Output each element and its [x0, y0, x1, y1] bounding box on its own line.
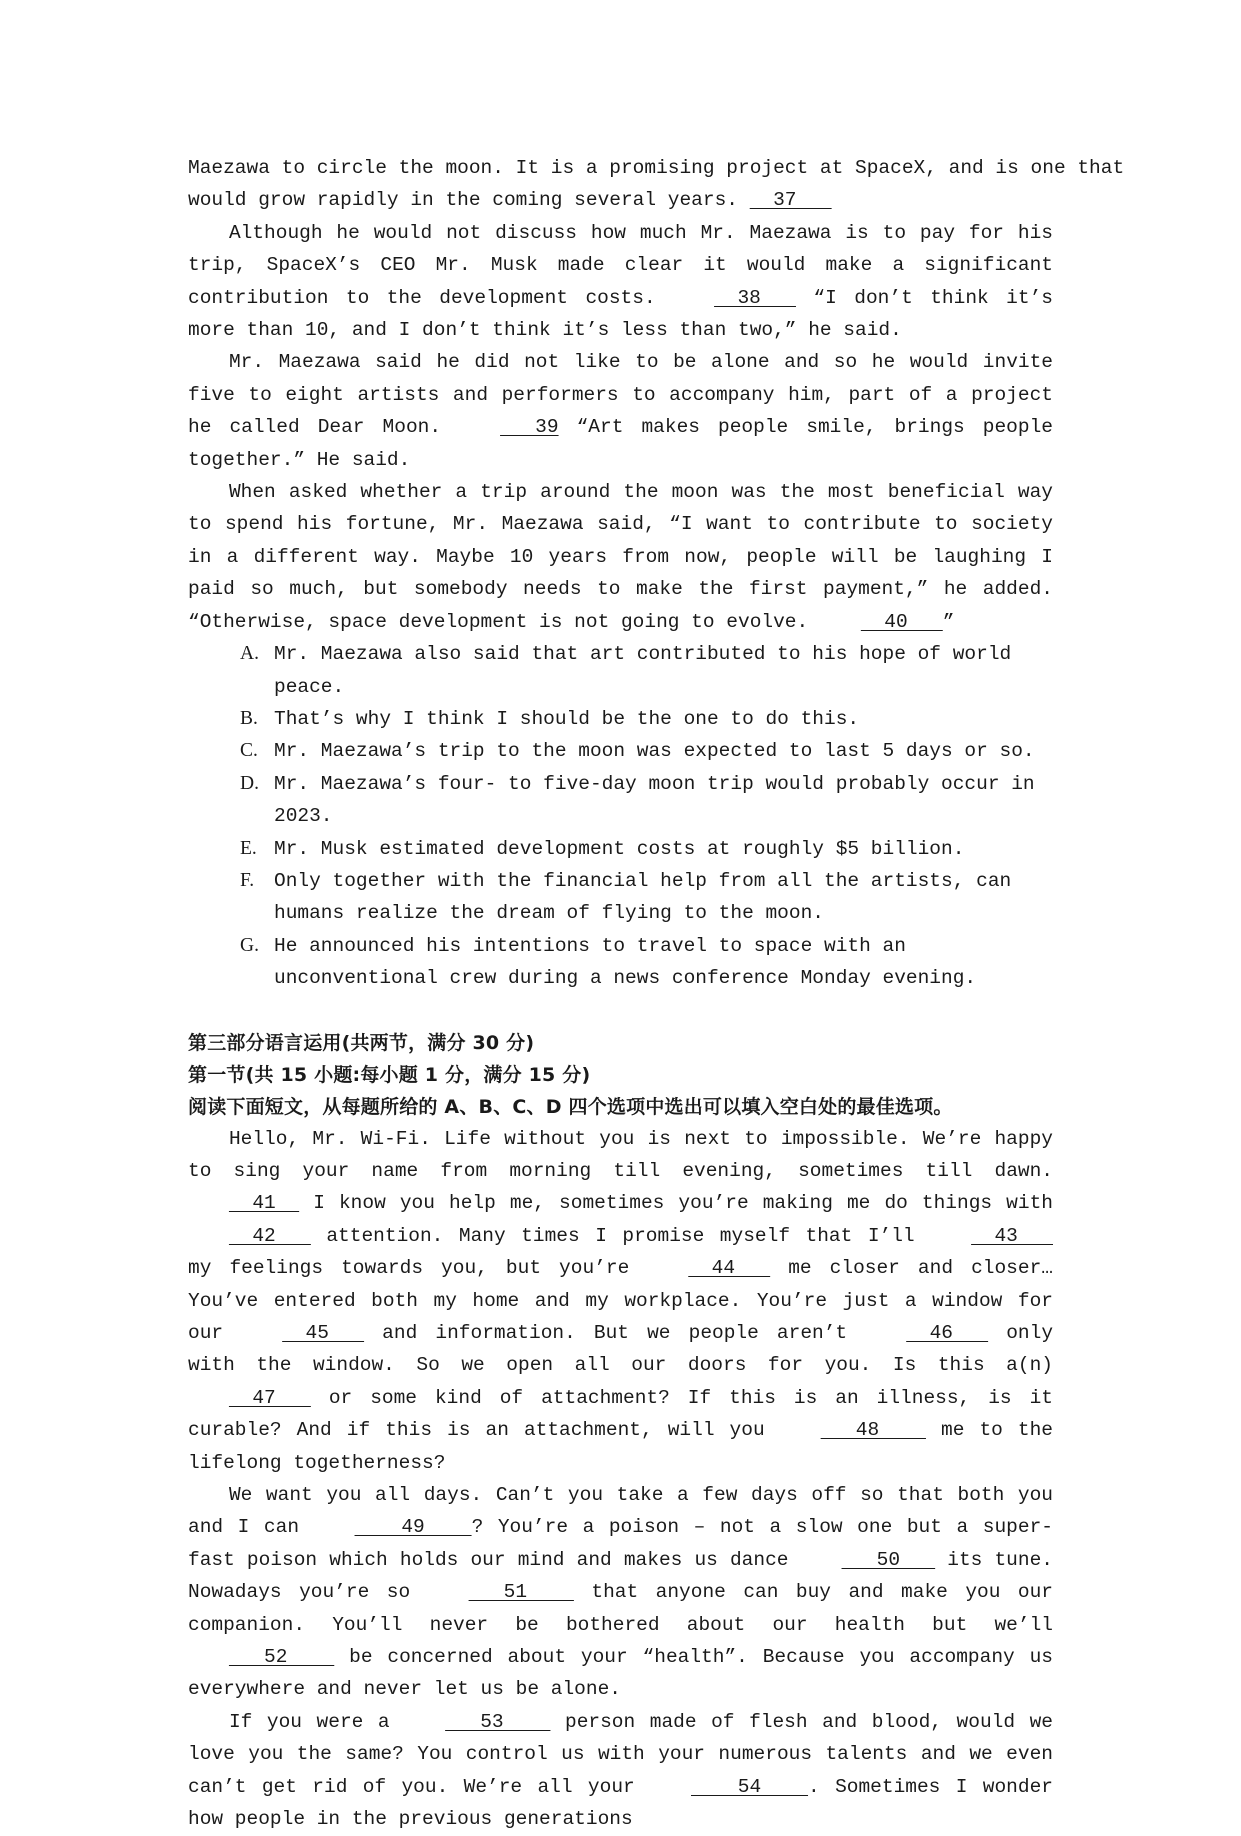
blank-49: 49 [354, 1516, 472, 1539]
paragraph-text: attention. Many times I promise myself that I’ll [310, 1224, 931, 1247]
section-spacer [188, 995, 1053, 1027]
passage1-paragraph-2 [188, 217, 1053, 347]
option-text: He announced his intentions to travel to space with an unconventional crew during a news conference Monday evening. [274, 934, 977, 990]
part-three-title: 第三部分语言运用(共两节，满分 30 分) [188, 1031, 535, 1054]
paragraph-text: If you were a [228, 1710, 405, 1733]
passage2-paragraph-3 [188, 1706, 1053, 1836]
blank-48: 48 [820, 1419, 926, 1442]
blank-38: 38 [714, 286, 796, 309]
paragraph-text: . Sometimes I wonder how people in the previous generations [188, 1775, 1053, 1831]
subsection-title: 第一节(共 15 小题:每小题 1 分，满分 15 分) [188, 1063, 591, 1086]
option-text: Mr. Maezawa’s four- to five-day moon trip would probably occur in 2023. [274, 772, 1035, 828]
option-letter: A. [240, 643, 259, 665]
paragraph-text: or some kind of attachment? If this is an illness, is it curable? And if this is an attachment, will you [188, 1386, 1053, 1442]
blank-40: 40 [860, 610, 943, 633]
paragraph-text: We want you all days. Can’t you take a few days off so that both you and I can [188, 1484, 1053, 1539]
option-e [240, 833, 1053, 865]
passage2-paragraph-2 [188, 1479, 1053, 1706]
paragraph-text: me to the lifelong togetherness? [188, 1419, 1053, 1474]
paragraph-text: ” [942, 610, 955, 633]
blank-41: 41 [228, 1192, 300, 1215]
paragraph-text: I know you help me, sometimes you’re making me do things with [299, 1192, 1053, 1215]
text-line: would grow rapidly in the coming several years. [188, 189, 750, 212]
paragraph-text: Mr. Maezawa said he did not like to be alone and so he would invite five to eight artists and performers to accompany him, part of a project he called Dear Moon. [188, 351, 1053, 439]
paragraph-text: Although he would not discuss how much Mr. Maezawa is to pay for his trip, SpaceX’s CEO Mr. Musk made clear it would make a significant contribution to the development costs. [188, 221, 1053, 309]
blank-51: 51 [468, 1581, 574, 1604]
paragraph-text: that anyone can buy and make you our companion. You’ll never be bothered about our health but we’ll [188, 1581, 1053, 1636]
paragraph-text: When asked whether a trip around the moon was the most beneficial way to spend his fortune, Mr. Maezawa said, “I want to contribute to society in a different way. Maybe 10 years from now, people will be laughing I paid so much, but somebody needs to make the first payment,” he added. “Otherwise, space development is not going to evolve. [188, 481, 1053, 633]
option-d [240, 768, 1053, 833]
option-text: Mr. Maezawa also said that art contributed to his hope of world peace. [274, 643, 1012, 698]
option-b [240, 703, 1053, 735]
option-letter: B. [240, 707, 258, 729]
option-letter: F. [240, 869, 255, 891]
blank-46: 46 [906, 1322, 989, 1344]
paragraph-text: Hello, Mr. Wi-Fi. Life without you is next to impossible. We’re happy to sing your name from morning till evening, sometimes till dawn. [188, 1127, 1053, 1182]
blank-43: 43 [971, 1224, 1053, 1247]
paragraph-text: my feelings towards you, but you’re [188, 1257, 648, 1280]
blank-39: 39 [500, 416, 559, 439]
passage1-paragraph-1 [188, 152, 1125, 217]
blank-47: 47 [228, 1386, 311, 1409]
blank-37: 37 [749, 189, 832, 212]
blank-50: 50 [841, 1548, 936, 1571]
option-f [240, 865, 1053, 930]
passage1-paragraph-4 [188, 476, 1053, 638]
option-text: Only together with the financial help from all the artists, can humans realize the dream of flying to the moon. [274, 869, 1012, 925]
option-letter: E. [240, 837, 257, 859]
blank-42: 42 [228, 1224, 311, 1247]
section-instruction: 阅读下面短文，从每题所给的 A、B、C、D 四个选项中选出可以填入空白处的最佳选项。 [188, 1095, 953, 1118]
paragraph-text: and information. But we people aren’t [364, 1322, 866, 1344]
option-letter: D. [240, 772, 259, 794]
option-letter: G. [240, 934, 259, 956]
paragraph-text: only with the window. So we open all our doors for you. Is this a(n) [188, 1322, 1054, 1377]
blank-53: 53 [445, 1710, 551, 1733]
exam-page [188, 152, 1125, 1836]
paragraph-text: ? You’re a poison – not a slow one but a super-fast poison which holds our mind and makes us dance [188, 1516, 1053, 1571]
option-letter: C. [240, 740, 258, 762]
paragraph-text: “Art makes people smile, brings people together.” He said. [188, 416, 1053, 471]
option-text: Mr. Musk estimated development costs at roughly $5 billion. [274, 837, 965, 860]
paragraph-text: its tune. Nowadays you’re so [188, 1548, 1053, 1604]
option-text: Mr. Maezawa’s trip to the moon was expected to last 5 days or so. [274, 740, 1035, 763]
option-g [240, 930, 1053, 995]
option-a [240, 638, 1053, 703]
passage2-paragraph-1 [188, 1123, 1053, 1479]
blank-45: 45 [282, 1322, 365, 1344]
paragraph-text: person made of flesh and blood, would we love you the same? You control us with your numerous talents and we even can’t get rid of you. We’re all your [188, 1710, 1054, 1798]
blank-52: 52 [228, 1646, 335, 1669]
paragraph-text: be concerned about your “health”. Because you accompany us everywhere and never let us be alone. [188, 1646, 1053, 1701]
option-c [240, 735, 1053, 767]
paragraph-text: me closer and closer… You’ve entered both my home and my workplace. You’re just a window for our [188, 1257, 1053, 1344]
options-list [188, 638, 1053, 994]
text-line: Maezawa to circle the moon. It is a promising project at SpaceX, and is one that [188, 157, 1125, 179]
paragraph-text: “I don’t think it’s more than 10, and I don’t think it’s less than two,” he said. [188, 286, 1053, 342]
blank-54: 54 [691, 1775, 809, 1798]
option-text: That’s why I think I should be the one to do this. [274, 707, 860, 730]
passage1-paragraph-3 [188, 346, 1053, 476]
blank-44: 44 [688, 1257, 771, 1280]
